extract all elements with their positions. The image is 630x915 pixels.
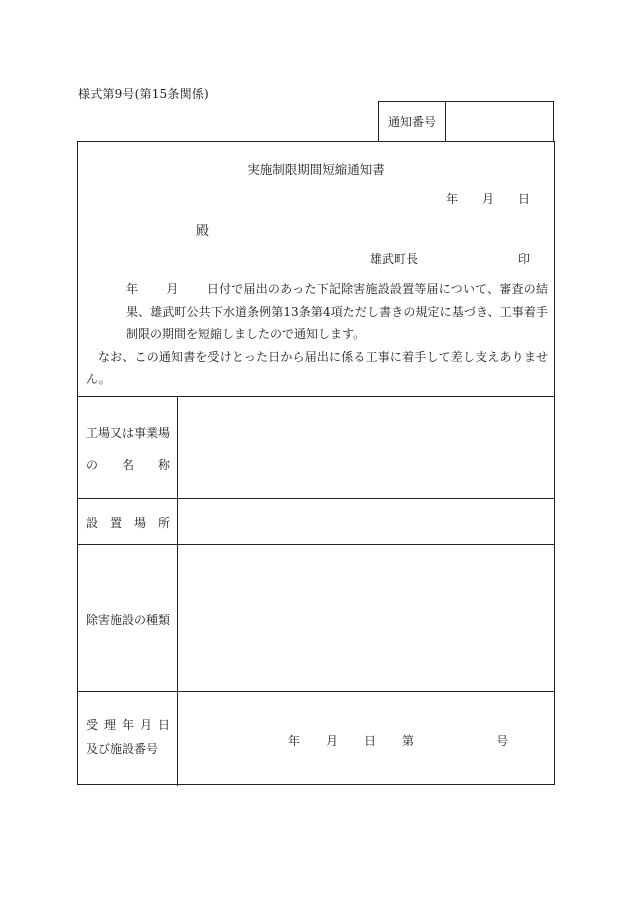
body-year: 年 (126, 282, 139, 296)
location-field[interactable] (178, 499, 554, 544)
date-year: 年 (445, 192, 458, 206)
receipt-month: 月 (326, 734, 339, 748)
factory-name-label-line1: 工場又は事業場 (86, 426, 171, 440)
factory-name-label-line2: の 名 称 (86, 458, 170, 472)
date-day: 日 (517, 192, 530, 206)
body-paragraph-1-text: 日付で届出のあった下記除害施設設置等届について、審査の結果、雄武町公共下水道条例第13条第4項ただし書きの規定に基づき、工事着手制限の期間を短縮しましたので通知します。 (126, 282, 548, 341)
body-paragraph-2: なお、この通知書を受けとった日から届出に係る工事に着手して差し支えありません。 (86, 349, 548, 386)
document-title: 実施制限期間短縮通知書 (247, 162, 385, 177)
table-row-location (78, 498, 554, 544)
receipt-number-suffix: 号 (496, 734, 509, 748)
facility-type-label: 除害施設の種類 (78, 545, 178, 691)
addressee: 殿 (196, 224, 210, 239)
body-month: 月 (166, 282, 179, 296)
issuer-name: 雄武町長 (370, 252, 419, 266)
body-paragraph-1 (86, 278, 548, 346)
location-label: 設 置 場 所 (78, 499, 178, 544)
seal-mark: 印 (517, 252, 530, 266)
notice-number-label: 通知番号 (379, 102, 446, 141)
receipt-year: 年 (288, 734, 301, 748)
receipt-label-line2: 及び施設番号 (86, 742, 159, 756)
receipt-label: 受 理 年 月 日 及び施設番号 (78, 692, 178, 786)
notice-body (86, 278, 548, 391)
notice-number-field[interactable] (446, 102, 553, 141)
facility-type-field[interactable] (178, 545, 554, 691)
table-row-facility-type (78, 544, 554, 691)
table-row-receipt (78, 691, 554, 786)
receipt-field[interactable] (178, 692, 554, 786)
issue-date (446, 190, 530, 207)
notice-form (77, 141, 555, 785)
factory-name-field[interactable] (178, 397, 554, 498)
table-row-factory-name (78, 396, 554, 498)
date-month: 月 (481, 192, 494, 206)
receipt-number-prefix: 第 (402, 734, 415, 748)
form-number-label: 様式第9号(第15条関係) (78, 87, 209, 101)
notice-number-box (378, 101, 554, 141)
receipt-day: 日 (364, 734, 377, 748)
factory-name-label (78, 397, 178, 498)
